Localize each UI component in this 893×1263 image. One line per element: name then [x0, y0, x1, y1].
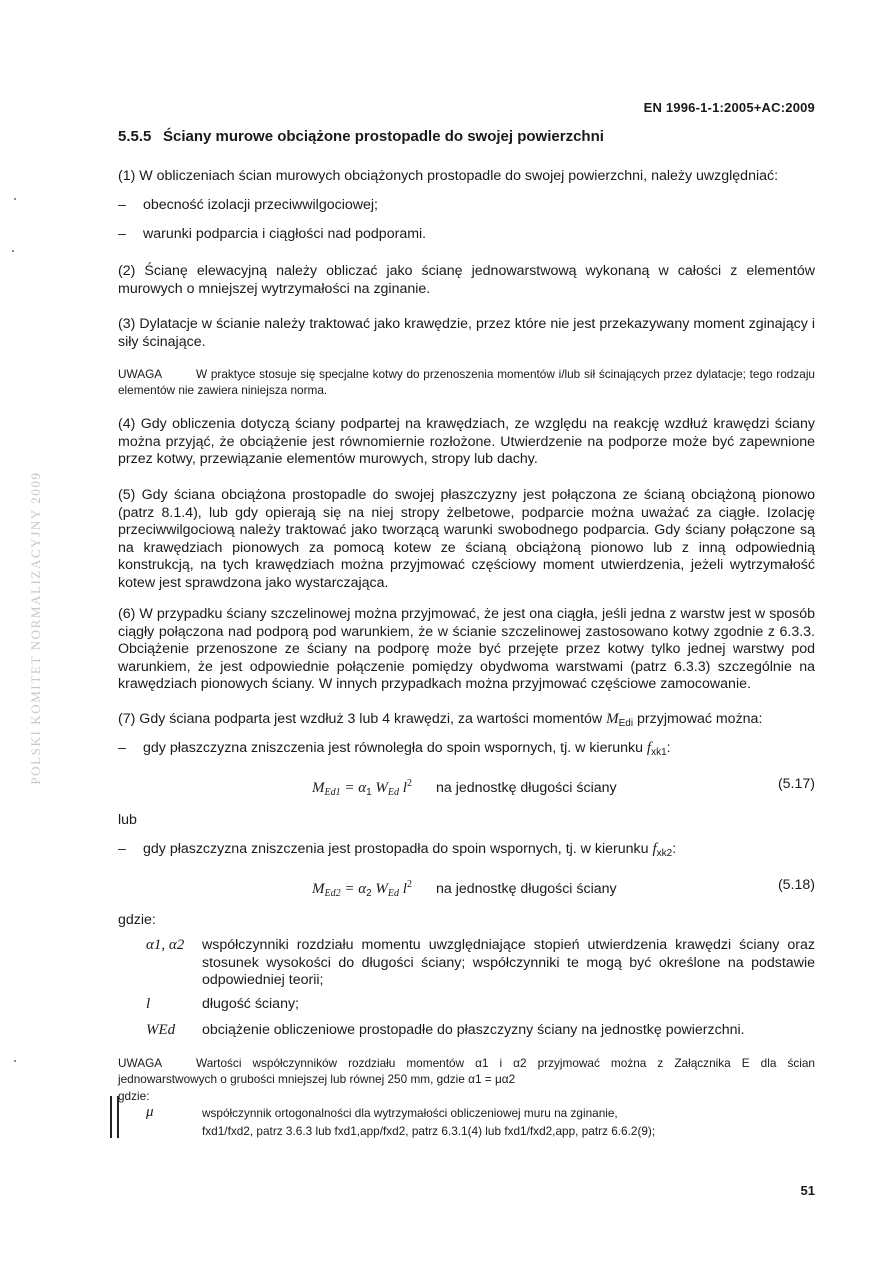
mu-references: fxd1/fxd2, patrz 3.6.3 lub fxd1,app/fxd2, patrz 6.3.1(4) lub fxd1/fxd2,app, patrz 6.6.2(9);: [202, 1124, 656, 1138]
equation-number: (5.18): [777, 877, 815, 893]
bullet-text: warunki podparcia i ciągłości nad podporami.: [143, 226, 427, 242]
paragraph-7: (7) Gdy ściana podparta jest wzdłuż 3 lub 4 krawędzi, za wartości momentów $M_{Edi}$ przyjmować można:: [118, 711, 763, 729]
bullet-item: – gdy płaszczyzna zniszczenia jest równoległa do spoin wspornych, tj. w kierunku $f_{xk1}$:: [118, 740, 671, 758]
change-bar: [110, 1096, 119, 1138]
paragraph-6: (6) W przypadku ściany szczelinowej można przyjmować, że jest ona ciągła, jeśli jedna z warstw jest w sposób ciągły połączona nad podporą pod warunkiem, że w ścianie szczelinowej zastosowano kotwy zgodnie z 6.3.3. Obciążenie przenoszone ze ściany na podporę może być przejęte przez kotwy tylko jednej warstwy pod warunkiem, że jest odpowiednie połączenie pomiędzy obydwoma warstwami (patrz 6.3.3) szczególnie na krawędziach pionowych ściany. W innych przypadkach można przyjmować częściowe zamocowanie.: [118, 606, 815, 693]
section-title: Ściany murowe obciążone prostopadle do swojej powierzchni: [163, 128, 604, 145]
fxk2-symbol: $f_{xk2}$: [652, 841, 673, 859]
note-2-gdzie: gdzie:: [118, 1089, 150, 1103]
def-text: współczynniki rozdziału momentu uwzględniające stopień utwierdzenia krawędzi ściany oraz stosunek wysokości do długości ściany; współczynniki te mogą być określone na podstawie odpowiedniej teorii;: [202, 937, 815, 989]
note-2: [118, 1055, 815, 1087]
section-heading: [118, 128, 604, 145]
note-label: UWAGA: [118, 1056, 163, 1070]
scan-speck: [14, 198, 16, 200]
paragraph-4: (4) Gdy obliczenia dotyczą ściany podpartej na krawędziach, ze względu na reakcję wzdłuż krawędzi ściany można przyjąć, że obciążenie jest równomiernie rozłożone. Utwierdzenie na podporze może być zapewnione przez kotwy, przewiązanie elementów murowych, stropy lub dachy.: [118, 416, 815, 468]
note-1: [118, 366, 815, 398]
note-text: W praktyce stosuje się specjalne kotwy do przenoszenia momentów i/lub sił ścinających przez dylatacje; tego rodzaju elementów nie zawiera niniejsza norma.: [118, 367, 815, 397]
paragraph-5: (5) Gdy ściana obciążona prostopadle do swojej płaszczyzny jest połączona ze ścianą obciążoną pionowo (patrz 8.1.4), lub gdy opierają się na niej stropy żelbetowe, podparcie można uważać za ciągłe. Izolację przeciwwilgociową należy traktować jako tworzącą warunki swobodnego podparcia. Gdy ściany połączone są na krawędziach pionowych za pomocą kotew ze ścianą obciążoną pionowo lub z inną odpowiednią konstrukcją, na tych krawędziach można przyjmować częściowy moment utwierdzenia, jeżeli wytrzymałość kotew jest sprawdzona jako wystarczająca.: [118, 487, 815, 591]
page-number: 51: [800, 1183, 815, 1198]
note-label: UWAGA: [118, 367, 163, 381]
def-symbol: α1, α2: [146, 937, 185, 953]
paragraph-2: (2) Ścianę elewacyjną należy obliczać jako ścianę jednowarstwową wykonaną w całości z elementów murowych o mniejszej wytrzymałości na zginanie.: [118, 263, 815, 297]
bullet-item: – warunki podparcia i ciągłości nad podporami.: [118, 226, 427, 242]
paragraph-3: (3) Dylatacje w ścianie należy traktować jako krawędzie, przez które nie jest przekazywany moment zginający i siły ścinające.: [118, 316, 815, 350]
formula-text: na jednostkę długości ściany: [436, 881, 617, 897]
bullet-item: – obecność izolacji przeciwwilgociowej;: [118, 197, 378, 213]
bullet-text: obecność izolacji przeciwwilgociowej;: [143, 197, 378, 213]
gdzie-label: gdzie:: [118, 912, 156, 928]
formula-text: na jednostkę długości ściany: [436, 780, 617, 796]
mu-symbol: μ: [146, 1104, 154, 1120]
watermark: POLSKI KOMITET NORMALIZACYJNY 2009: [28, 471, 43, 785]
note-text: Wartości współczynników rozdziału momentów α1 i α2 przyjmować można z Załącznika E dla ścian jednowarstwowych o grubości mniejszej lub równej 250 mm, gdzie α1 = μα2: [118, 1056, 815, 1086]
formula-5-17: $M_{Ed1} = \alpha_1$ $W_{Ed}$ $l^2$ na jednostkę długości ściany: [312, 778, 617, 798]
def-symbol: WEd: [146, 1022, 176, 1038]
scan-speck: [14, 1060, 16, 1062]
equation-number: (5.17): [777, 776, 815, 792]
def-symbol: l: [146, 996, 151, 1012]
scan-speck: [12, 250, 14, 252]
fxk1-symbol: $f_{xk1}$: [646, 740, 667, 758]
def-text: obciążenie obliczeniowe prostopadłe do płaszczyzny ściany na jednostkę powierzchni.: [202, 1022, 745, 1038]
paragraph-1: (1) W obliczeniach ścian murowych obciążonych prostopadle do swojej powierzchni, należy uwzględniać:: [118, 168, 779, 184]
section-number: 5.5.5: [118, 128, 152, 145]
def-text: długość ściany;: [202, 996, 299, 1012]
moment-symbol: $M_{Edi}$: [606, 711, 634, 729]
bullet-item: – gdy płaszczyzna zniszczenia jest prostopadła do spoin wspornych, tj. w kierunku $f_{xk2}$:: [118, 841, 677, 859]
lub-text: lub: [118, 812, 137, 828]
standard-code: EN 1996-1-1:2005+AC:2009: [643, 100, 815, 115]
mu-definition: współczynnik ortogonalności dla wytrzymałości obliczeniowej muru na zginanie,: [202, 1106, 618, 1120]
formula-5-18: $M_{Ed2} = \alpha_2$ $W_{Ed}$ $l^2$ na jednostkę długości ściany: [312, 879, 617, 899]
